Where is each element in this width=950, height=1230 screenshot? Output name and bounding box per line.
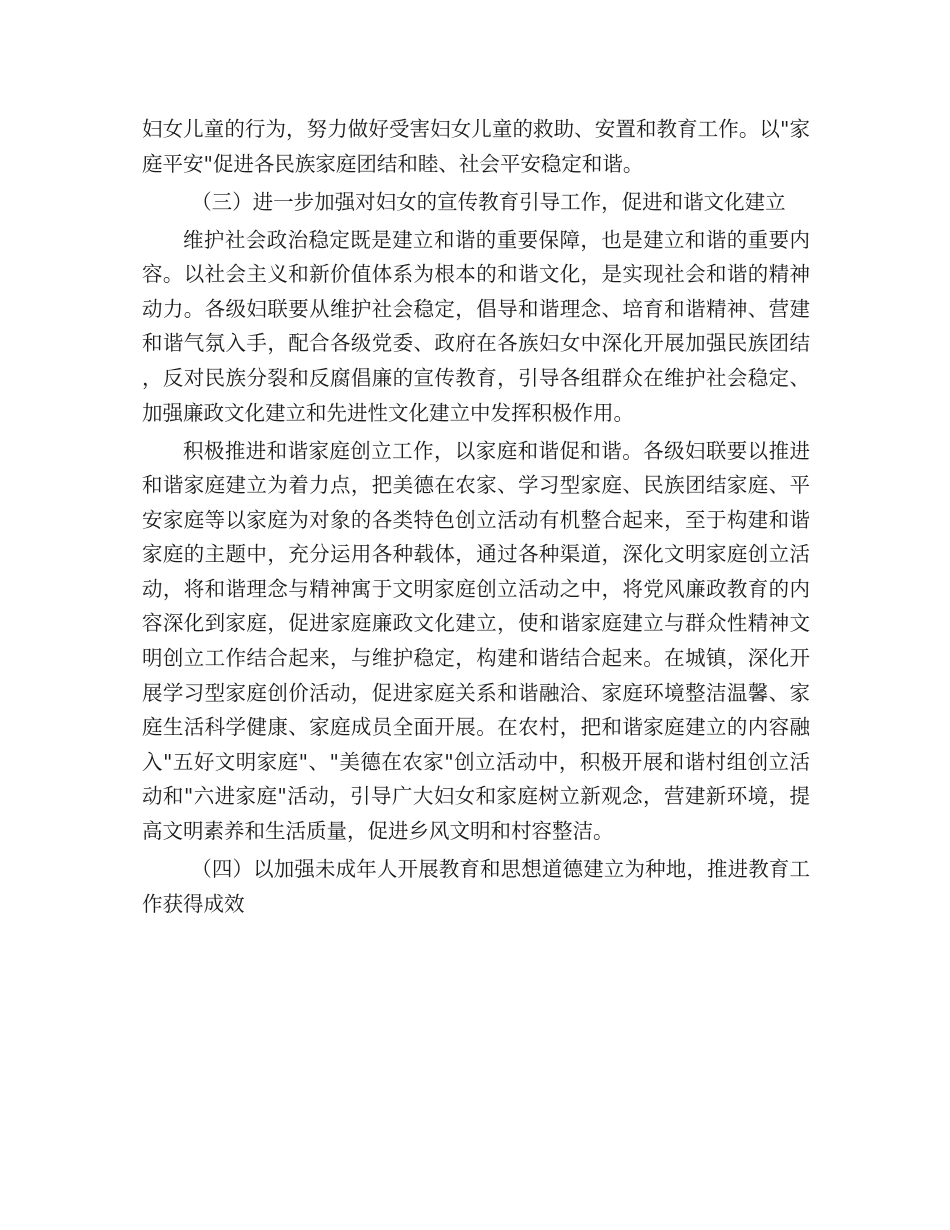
paragraph-harmonious-family: 积极推进和谐家庭创立工作，以家庭和谐促和谐。各级妇联要以推进和谐家庭建立为着力点，把美德在农家、学习型家庭、民族团结家庭、平安家庭等以家庭为对象的各类特色创立活动有机整合起来，至于构建和谐家庭的主题中，充分运用各种载体，通过各种渠道，深化文明家庭创立活动，将和谐理念与精神寓于文明家庭创立活动之中，将党风廉政教育的内容深化到家庭，促进家庭廉政文化建立，使和谐家庭建立与群众性精神文明创立工作结合起来，与维护稳定，构建和谐结合起来。在城镇，深化开展学习型家庭创价活动，促进家庭关系和谐融洽、家庭环境整洁温馨、家庭生活科学健康、家庭成员全面开展。在农村，把和谐家庭建立的内容融入"五好文明家庭"、"美德在农家"创立活动中，积极开展和谐村组创立活动和"六进家庭"活动，引导广大妇女和家庭树立新观念，营建新环境，提高文明素养和生活质量，促进乡风文明和村容整洁。 xyxy=(142,438,810,844)
document-page xyxy=(142,112,810,925)
section-heading-four: （四）以加强未成年人开展教育和思想道德建立为种地，推进教育工作获得成效 xyxy=(142,857,810,916)
paragraph-continuation: 妇女儿童的行为，努力做好受害妇女儿童的救助、安置和教育工作。以"家庭平安"促进各民族家庭团结和睦、社会平安稳定和谐。 xyxy=(142,117,810,176)
section-heading-three: （三）进一步加强对妇女的宣传教育引导工作，促进和谐文化建立 xyxy=(191,189,786,214)
paragraph-social-stability: 维护社会政治稳定既是建立和谐的重要保障，也是建立和谐的重要内容。以社会主义和新价值体系为根本的和谐文化，是实现社会和谐的精神动力。各级妇联要从维护社会稳定，倡导和谐理念、培育和谐精神、营建和谐气氛入手，配合各级党委、政府在各族妇女中深化开展加强民族团结，反对民族分裂和反腐倡廉的宣传教育，引导各组群众在维护社会稳定、加强廉政文化建立和先进性文化建立中发挥积极作用。 xyxy=(142,227,810,425)
